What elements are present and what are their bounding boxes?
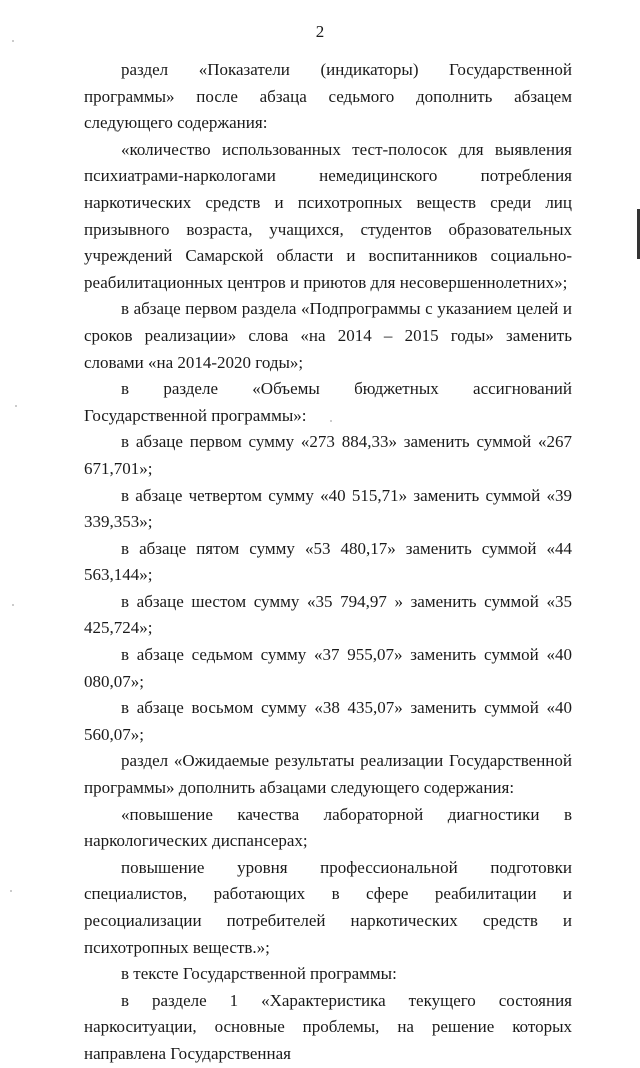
scan-speck	[10, 890, 12, 892]
paragraph: в абзаце восьмом сумму «38 435,07» заменить суммой «40 560,07»;	[84, 698, 572, 744]
scan-speck	[12, 604, 14, 606]
paragraph: в разделе «Объемы бюджетных ассигнований Государственной программы»:	[84, 379, 572, 425]
paragraph: в абзаце седьмом сумму «37 955,07» заменить суммой «40 080,07»;	[84, 645, 572, 691]
paragraph: «повышение качества лабораторной диагностики в наркологических диспансерах;	[84, 804, 572, 851]
scan-speck	[12, 40, 14, 42]
paragraph: в тексте Государственной программы:	[121, 964, 397, 984]
document-body	[84, 57, 572, 1068]
paragraph: раздел «Ожидаемые результаты реализации Государственной программы» дополнить абзацами следующего содержания:	[84, 751, 572, 798]
paragraph: повышение уровня профессиональной подготовки специалистов, работающих в сфере реабилитации и ресоциализации потребителей наркотических средств и психотропных веществ.»;	[84, 857, 572, 957]
page-number: 2	[315, 22, 325, 41]
paragraph: в абзаце четвертом сумму «40 515,71» заменить суммой «39 339,353»;	[84, 485, 572, 532]
paragraph: раздел «Показатели (индикаторы) Государственной программы» после абзаца седьмого дополнить абзацем следующего содержания:	[84, 60, 572, 133]
paragraph: в абзаце первом раздела «Подпрограммы с указанием целей и сроков реализации» слова «на 2014 – 2015 годы» заменить словами «на 2014-2020 годы»;	[84, 299, 572, 372]
paragraph: в разделе 1 «Характеристика текущего состояния наркоситуации, основные проблемы, на решение которых направлена Государственная	[84, 990, 572, 1063]
paragraph: «количество использованных тест-полосок для выявления психиатрами-наркологами немедицинского потребления наркотических средств и психотропных веществ среди лиц призывного возраста, учащихся, студентов образовательных учреждений Самарской области и воспитанников социально-реабилитационных центров и приютов для несовершеннолетних»;	[84, 139, 572, 292]
paragraph: в абзаце шестом сумму «35 794,97 » заменить суммой «35 425,724»;	[84, 591, 572, 638]
paragraph: в абзаце пятом сумму «53 480,17» заменить суммой «44 563,144»;	[84, 538, 572, 585]
scan-speck	[330, 420, 332, 422]
paragraph: в абзаце первом сумму «273 884,33» заменить суммой «267 671,701»;	[84, 432, 572, 478]
scan-speck	[15, 405, 17, 407]
